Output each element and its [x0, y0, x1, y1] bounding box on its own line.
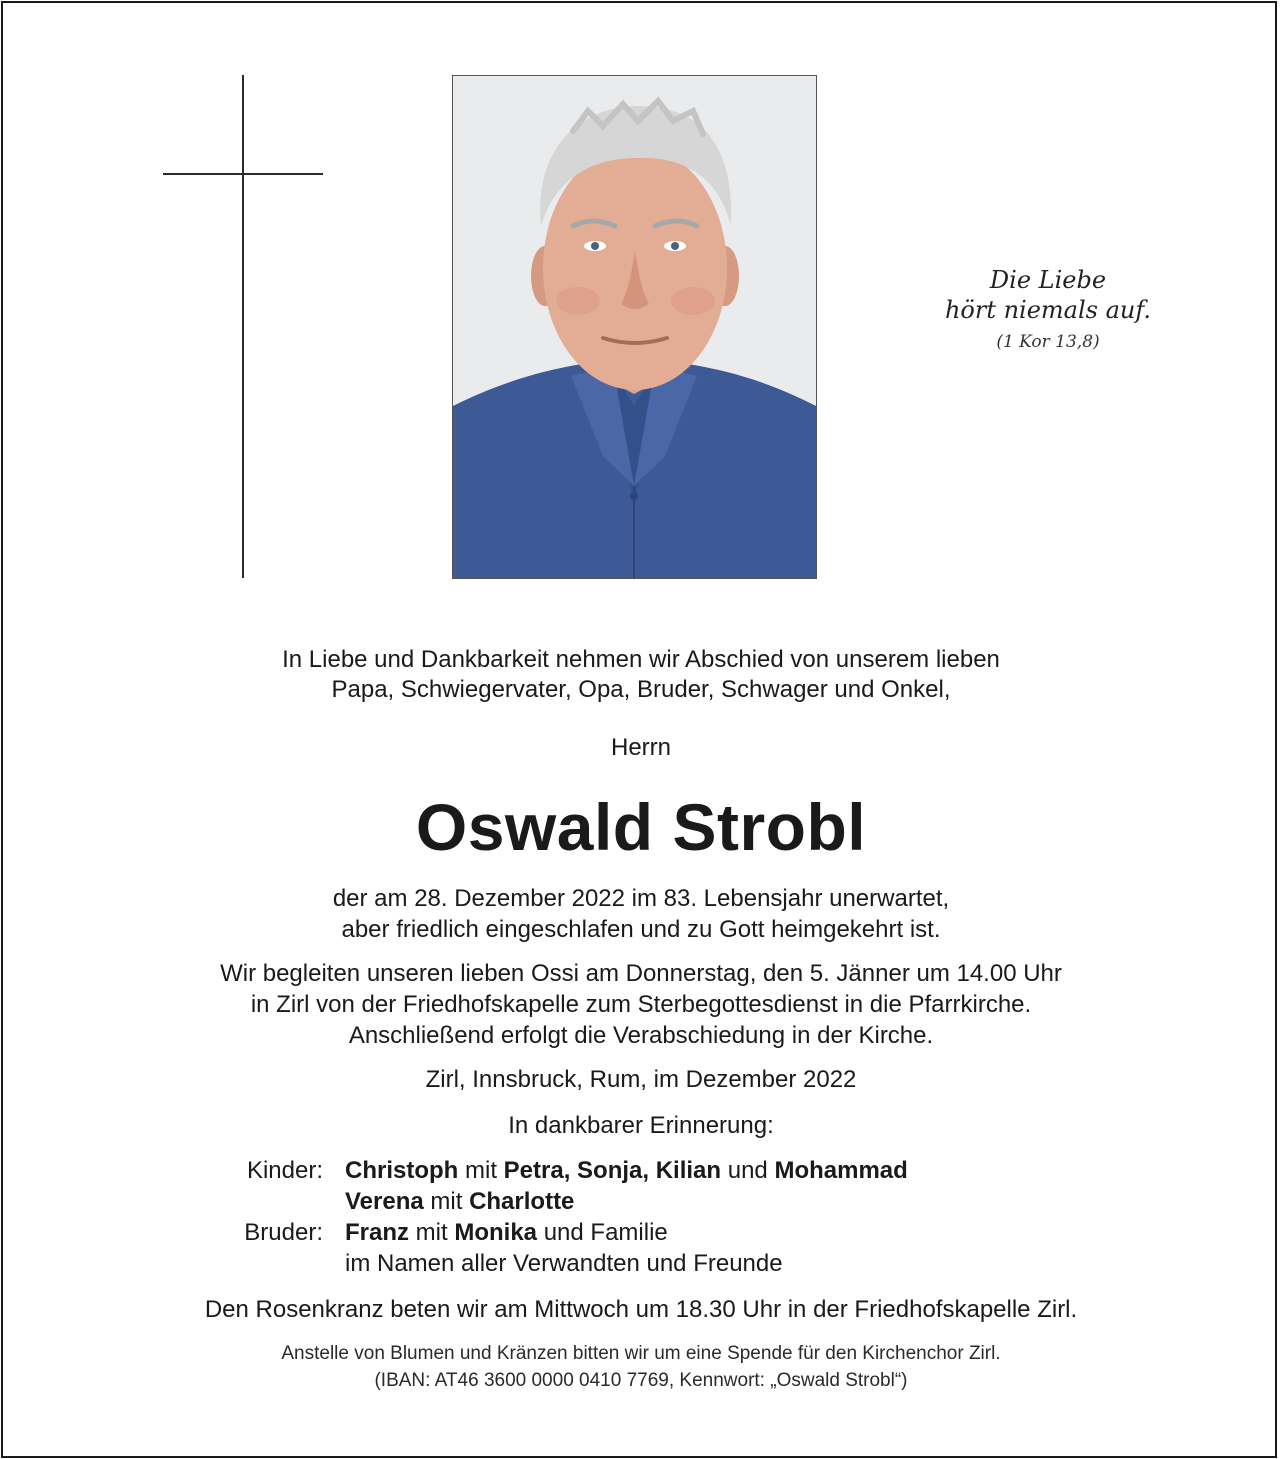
child-name: Verena — [345, 1188, 424, 1215]
connector-text: und Familie — [537, 1219, 668, 1246]
children-label: Kinder: — [246, 1157, 323, 1184]
donation-line-2: (IBAN: AT46 3600 0000 0410 7769, Kennwort: „Oswald Strobl“) — [374, 1370, 908, 1391]
children-row-2 — [3, 1186, 1279, 1217]
intro-line-2: Papa, Schwiegervater, Opa, Bruder, Schwager und Onkel, — [331, 676, 951, 703]
brother-label: Bruder: — [244, 1219, 323, 1246]
death-notice-line-2: aber friedlich eingeschlafen und zu Gott heimgekehrt ist. — [341, 916, 941, 943]
relatives-row — [3, 1248, 1279, 1279]
cross-horizontal-bar — [163, 173, 323, 175]
relatives-text: im Namen aller Verwandten und Freunde — [345, 1250, 783, 1277]
verse-reference: (1 Kor 13,8) — [996, 332, 1100, 352]
brother-name: Franz — [345, 1219, 410, 1246]
grandchild-name: Mohammad — [774, 1157, 908, 1184]
place-date: Zirl, Innsbruck, Rum, im Dezember 2022 — [425, 1066, 857, 1093]
bible-verse — [903, 265, 1193, 355]
connector-text: mit — [458, 1157, 504, 1184]
rosary-notice: Den Rosenkranz beten wir am Mittwoch um 18.30 Uhr in der Friedhofskapelle Zirl. — [204, 1296, 1078, 1323]
funeral-line-2: in Zirl von der Friedhofskapelle zum Sterbegottesdienst in die Pfarrkirche. — [250, 991, 1032, 1018]
portrait-photo — [452, 75, 817, 579]
donation-notice — [3, 1340, 1279, 1394]
death-notice — [3, 883, 1279, 945]
connector-text: und — [721, 1157, 775, 1184]
cross-vertical-bar — [242, 75, 244, 578]
connector-text: mit — [423, 1188, 470, 1215]
funeral-line-3: Anschließend erfolgt die Verabschiedung in der Kirche. — [348, 1022, 934, 1049]
connector-text: mit — [409, 1219, 455, 1246]
deceased-name: Oswald Strobl — [415, 790, 867, 864]
verse-line-2: hört niemals auf. — [944, 296, 1152, 324]
in-memory-heading: In dankbarer Erinnerung: — [508, 1112, 774, 1139]
children-row-1 — [3, 1155, 1279, 1186]
death-notice-line-1: der am 28. Dezember 2022 im 83. Lebensjahr unerwartet, — [332, 885, 950, 912]
funeral-details — [3, 958, 1279, 1051]
sister-in-law-name: Monika — [454, 1219, 538, 1246]
salutation: Herrn — [610, 734, 671, 761]
child-name: Christoph — [345, 1157, 459, 1184]
brother-names — [345, 1217, 668, 1248]
verse-line-1: Die Liebe — [989, 266, 1107, 294]
brother-row — [3, 1217, 1279, 1248]
children-names-1 — [345, 1155, 908, 1186]
funeral-line-1: Wir begleiten unseren lieben Ossi am Donnerstag, den 5. Jänner um 14.00 Uhr — [220, 960, 1062, 987]
portrait-illustration — [453, 76, 816, 578]
intro-line-1: In Liebe und Dankbarkeit nehmen wir Abschied von unserem lieben — [282, 646, 1000, 673]
obituary-card — [1, 1, 1277, 1458]
children-names-2 — [345, 1186, 574, 1217]
donation-line-1: Anstelle von Blumen und Kränzen bitten wir um eine Spende für den Kirchenchor Zirl. — [281, 1343, 1001, 1364]
partner-grandchildren-names: Petra, Sonja, Kilian — [503, 1157, 722, 1184]
grandchild-name: Charlotte — [469, 1188, 575, 1215]
family-list — [3, 1155, 1279, 1279]
intro-text — [3, 645, 1279, 705]
